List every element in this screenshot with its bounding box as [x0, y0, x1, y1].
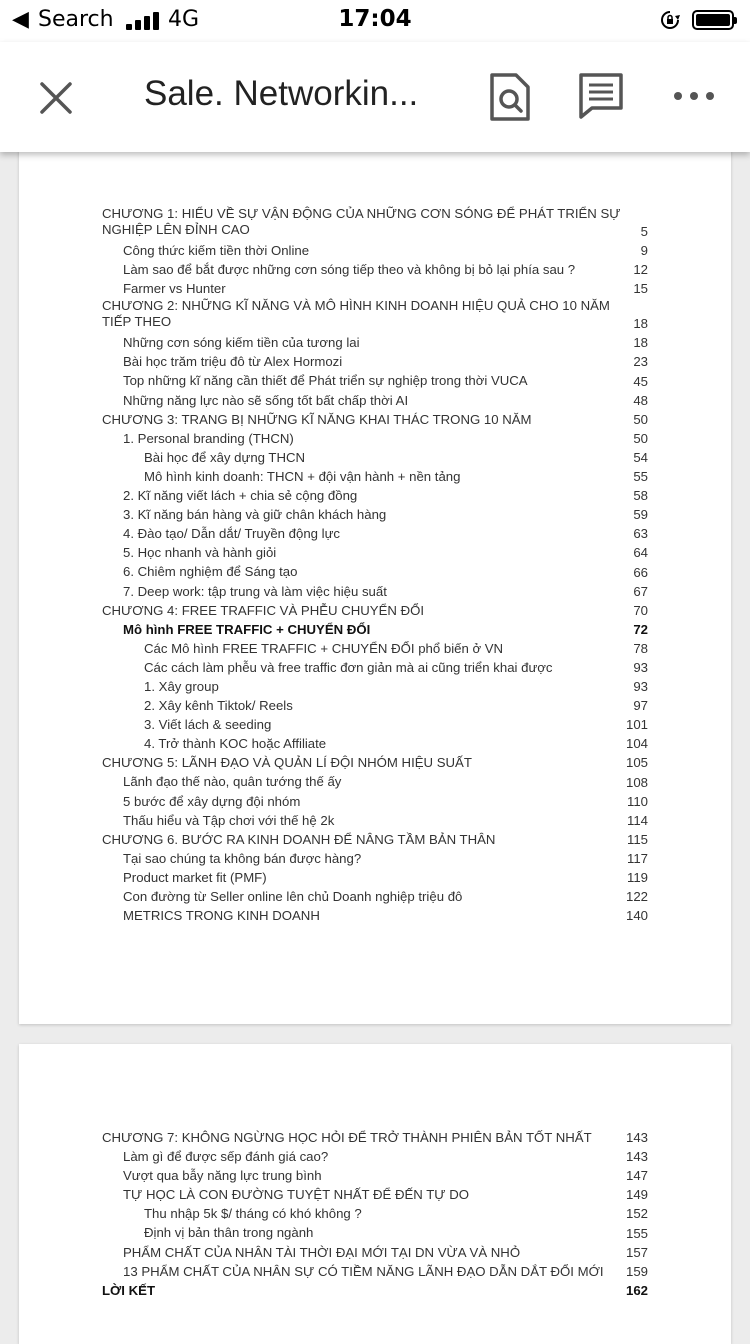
toc-entry[interactable] — [102, 1262, 648, 1281]
toc-entry-title: Bài học để xây dựng THCN — [144, 449, 306, 465]
battery-icon — [692, 10, 734, 30]
toc-entry[interactable] — [102, 753, 648, 772]
toc-entry-page-number: 18 — [633, 335, 648, 351]
toc-entry[interactable] — [102, 601, 648, 620]
toc-entry-title: PHẨM CHẤT CỦA NHÂN TÀI THỜI ĐẠI MỚI TẠI DN VỪA VÀ NHỎ — [123, 1244, 521, 1260]
toc-entry-page-number: 143 — [625, 1130, 648, 1146]
toc-entry[interactable] — [102, 279, 648, 298]
toc-entry[interactable] — [102, 429, 648, 448]
toc-entry-page-number: 58 — [633, 488, 648, 504]
toc-entry-title: 7. Deep work: tập trung và làm việc hiệu suất — [123, 583, 387, 599]
back-app-label[interactable]: Search — [38, 7, 114, 32]
toc-entry-page-number: 101 — [625, 717, 648, 733]
network-type: 4G — [168, 7, 200, 32]
toc-entry-page-number: 110 — [626, 793, 648, 809]
toc-entry-title: Những năng lực nào sẽ sống tốt bất chấp thời AI — [123, 392, 409, 408]
toc-entry[interactable] — [102, 620, 648, 639]
document-title: Sale. Networkin... — [144, 74, 419, 113]
toc-entry[interactable] — [102, 260, 648, 279]
toc-entry[interactable] — [102, 639, 648, 658]
toc-entry-title: Top những kĩ năng cần thiết để Phát triển sự nghiệp trong thời VUCA — [123, 373, 528, 389]
toc-entry-page-number: 23 — [633, 354, 648, 370]
toc-entry-page-number: 18 — [633, 316, 648, 332]
toc-entry-page-number: 72 — [633, 621, 648, 637]
toc-entry-page-number: 9 — [640, 243, 648, 259]
toc-entry-page-number: 50 — [633, 411, 648, 427]
close-icon[interactable] — [34, 76, 78, 120]
toc-entry-page-number: 55 — [633, 469, 648, 485]
toc-entry-page-number: 143 — [625, 1149, 648, 1165]
toc-entry[interactable] — [102, 1243, 648, 1262]
toc-entry[interactable] — [102, 1281, 648, 1300]
toc-entry-title: Làm gì để được sếp đánh giá cao? — [123, 1149, 329, 1165]
toc-entry-page-number: 54 — [633, 449, 648, 465]
toc-entry-page-number: 12 — [633, 262, 648, 278]
toc-entry-page-number: 122 — [625, 889, 648, 905]
more-options-icon[interactable] — [672, 86, 716, 106]
toc-entry[interactable] — [102, 887, 648, 906]
toc-entry[interactable] — [102, 524, 648, 543]
toc-entry-title: Mô hình kinh doanh: THCN + đội vận hành + nền tảng — [144, 468, 461, 484]
status-bar — [0, 0, 750, 42]
toc-entry[interactable] — [102, 696, 648, 715]
toc-entry-title: CHƯƠNG 4: FREE TRAFFIC VÀ PHỄU CHUYỂN ĐỔI — [102, 602, 425, 618]
toc-entry-title: Định vị bản thân trong ngành — [144, 1225, 314, 1241]
toc-entry[interactable] — [102, 486, 648, 505]
toc-entry-page-number: 78 — [633, 640, 648, 656]
toc-entry-page-number: 140 — [625, 908, 648, 924]
toc-entry-page-number: 119 — [626, 870, 648, 885]
toc-entry-title: Thu nhập 5k $/ tháng có khó không ? — [144, 1206, 362, 1222]
toc-entry-title: 1. Personal branding (THCN) — [123, 430, 294, 446]
toc-entry-page-number: 67 — [633, 583, 648, 599]
toc-entry-page-number: 93 — [633, 679, 648, 695]
toc-entry-title: Product market fit (PMF) — [123, 869, 267, 885]
toc-entry-page-number: 63 — [633, 526, 648, 542]
toc-entry-page-number: 115 — [626, 831, 648, 847]
find-in-document-icon[interactable] — [488, 72, 532, 122]
toc-entry-title: Lãnh đạo thế nào, quân tướng thế ấy — [123, 774, 342, 790]
toc-entry[interactable] — [102, 677, 648, 696]
toc-entry[interactable] — [102, 241, 648, 260]
toc-entry-title: CHƯƠNG 2: NHỮNG KĨ NĂNG VÀ MÔ HÌNH KINH DOANH HIỆU QUẢ CHO 10 NĂM TIẾP THEO — [102, 298, 610, 330]
toc-entry-page-number: 50 — [633, 430, 648, 446]
toc-entry[interactable] — [102, 792, 648, 811]
toc-entry-title: Tại sao chúng ta không bán được hàng? — [123, 850, 362, 866]
toc-entry-title: TỰ HỌC LÀ CON ĐƯỜNG TUYỆT NHẤT ĐỂ ĐẾN TỰ DO — [123, 1187, 470, 1203]
toc-entry[interactable] — [102, 715, 648, 734]
toc-entry-page-number: 108 — [625, 774, 648, 790]
toc-entry-page-number: 117 — [626, 850, 648, 866]
toc-entry-title: 2. Kĩ năng viết lách + chia sẻ cộng đồng — [123, 488, 358, 504]
table-of-contents — [102, 206, 648, 925]
toc-entry-page-number: 70 — [633, 602, 648, 618]
toc-entry-title: Làm sao để bắt được những cơn sóng tiếp theo và không bị bỏ lại phía sau ? — [123, 262, 576, 278]
toc-entry-title: Thấu hiểu và Tập chơi với thế hệ 2k — [123, 812, 335, 828]
toc-entry-page-number: 64 — [633, 545, 648, 561]
toc-entry-page-number: 162 — [625, 1282, 648, 1298]
app-bar — [0, 42, 750, 152]
toc-entry[interactable] — [102, 448, 648, 467]
document-page-1[interactable] — [19, 150, 731, 1024]
toc-entry[interactable] — [102, 1166, 648, 1185]
toc-entry-title: Các Mô hình FREE TRAFFIC + CHUYỂN ĐỔI phổ biến ở VN — [144, 640, 504, 656]
toc-entry-page-number: 114 — [626, 812, 648, 828]
toc-entry-page-number: 152 — [625, 1206, 648, 1222]
toc-entry[interactable] — [102, 206, 648, 241]
toc-entry-page-number: 45 — [633, 373, 648, 389]
toc-entry[interactable] — [102, 582, 648, 601]
toc-entry[interactable] — [102, 734, 648, 753]
toc-entry[interactable] — [102, 467, 648, 486]
toc-entry-page-number: 97 — [633, 698, 648, 714]
toc-entry-title: CHƯƠNG 1: HIỂU VỀ SỰ VẬN ĐỘNG CỦA NHỮNG CƠN SÓNG ĐỂ PHÁT TRIỂN SỰ NGHIỆP LÊN ĐỈNH CAO — [102, 206, 621, 237]
toc-entry[interactable] — [102, 391, 648, 410]
toc-entry[interactable] — [102, 772, 648, 791]
toc-entry-title: Công thức kiếm tiền thời Online — [123, 243, 310, 258]
toc-entry[interactable] — [102, 371, 648, 390]
toc-entry-title: 6. Chiêm nghiệm để Sáng tạo — [123, 564, 298, 580]
toc-entry-title: Các cách làm phễu và free traffic đơn giản mà ai cũng triển khai được — [144, 659, 553, 675]
table-of-contents-continued — [102, 1128, 648, 1300]
toc-entry-page-number: 104 — [625, 736, 648, 752]
toc-entry-title: 3. Kĩ năng bán hàng và giữ chân khách hàng — [123, 507, 387, 523]
toc-entry-page-number: 66 — [633, 564, 648, 580]
toc-entry-page-number: 59 — [633, 507, 648, 523]
document-page-2[interactable] — [19, 1044, 731, 1344]
toc-entry-title: 4. Trở thành KOC hoặc Affiliate — [144, 736, 327, 752]
toc-entry[interactable] — [102, 333, 648, 352]
toc-entry-title: 13 PHẨM CHẤT CỦA NHÂN SỰ CÓ TIỀM NĂNG LÃNH ĐẠO DẪN DẮT ĐỔI MỚI — [123, 1263, 604, 1279]
comment-icon[interactable] — [578, 72, 624, 120]
toc-entry[interactable] — [102, 1185, 648, 1204]
toc-entry[interactable] — [102, 298, 648, 333]
toc-entry[interactable] — [102, 543, 648, 562]
toc-entry-page-number: 93 — [633, 659, 648, 675]
toc-entry-title: Vượt qua bẫy năng lực trung bình — [123, 1168, 322, 1184]
toc-entry-title: LỜI KẾT — [102, 1282, 156, 1298]
toc-entry-title: Mô hình FREE TRAFFIC + CHUYỂN ĐỔI — [123, 621, 371, 637]
toc-entry-title: CHƯƠNG 3: TRANG BỊ NHỮNG KĨ NĂNG KHAI THÁC TRONG 10 NĂM — [102, 411, 532, 427]
toc-entry[interactable] — [102, 1223, 648, 1242]
toc-entry-title: CHƯƠNG 6. BƯỚC RA KINH DOANH ĐỂ NÂNG TẦM BẢN THÂN — [102, 831, 496, 847]
toc-entry-page-number: 149 — [625, 1187, 648, 1203]
toc-entry[interactable] — [102, 849, 648, 868]
toc-entry-title: 1. Xây group — [144, 678, 219, 694]
toc-entry[interactable] — [102, 410, 648, 429]
toc-entry-title: 3. Viết lách & seeding — [144, 717, 272, 733]
toc-entry[interactable] — [102, 1128, 648, 1147]
toc-entry-title: CHƯƠNG 7: KHÔNG NGỪNG HỌC HỎI ĐỂ TRỞ THÀNH PHIÊN BẢN TỐT NHẤT — [102, 1130, 592, 1145]
toc-entry-title: CHƯƠNG 5: LÃNH ĐẠO VÀ QUẢN LÍ ĐỘI NHÓM HIỆU SUẤT — [102, 755, 472, 771]
rotation-lock-icon — [660, 10, 680, 30]
toc-entry-title: Những cơn sóng kiếm tiền của tương lai — [123, 335, 360, 351]
toc-entry-page-number: 15 — [633, 281, 648, 297]
toc-entry-page-number: 157 — [625, 1244, 648, 1260]
toc-entry-title: 4. Đào tạo/ Dẫn dắt/ Truyền động lực — [123, 526, 341, 542]
toc-entry-page-number: 48 — [633, 392, 648, 408]
toc-entry-title: Farmer vs Hunter — [123, 281, 226, 297]
toc-entry[interactable] — [102, 1147, 648, 1166]
toc-entry[interactable] — [102, 562, 648, 581]
toc-entry-title: 5 bước để xây dựng đội nhóm — [123, 793, 301, 809]
toc-entry[interactable] — [102, 658, 648, 677]
toc-entry-page-number: 155 — [625, 1225, 648, 1241]
clock: 17:04 — [338, 6, 412, 32]
toc-entry-title: 5. Học nhanh và hành giỏi — [123, 545, 277, 561]
toc-entry[interactable] — [102, 352, 648, 371]
toc-entry[interactable] — [102, 906, 648, 925]
toc-entry-title: 2. Xây kênh Tiktok/ Reels — [144, 698, 293, 714]
toc-entry[interactable] — [102, 830, 648, 849]
toc-entry[interactable] — [102, 1204, 648, 1223]
toc-entry-title: Con đường từ Seller online lên chủ Doanh nghiệp triệu đô — [123, 889, 463, 904]
toc-entry[interactable] — [102, 868, 648, 887]
toc-entry[interactable] — [102, 505, 648, 524]
toc-entry-page-number: 159 — [625, 1263, 648, 1279]
toc-entry-title: Bài học trăm triệu đô từ Alex Hormozi — [123, 354, 343, 370]
toc-entry-page-number: 105 — [625, 755, 648, 771]
toc-entry-title: METRICS TRONG KINH DOANH — [123, 908, 320, 924]
toc-entry-page-number: 5 — [640, 224, 648, 239]
toc-entry[interactable] — [102, 811, 648, 830]
toc-entry-page-number: 147 — [625, 1168, 648, 1184]
back-to-app-link[interactable]: ◀ — [12, 7, 29, 32]
